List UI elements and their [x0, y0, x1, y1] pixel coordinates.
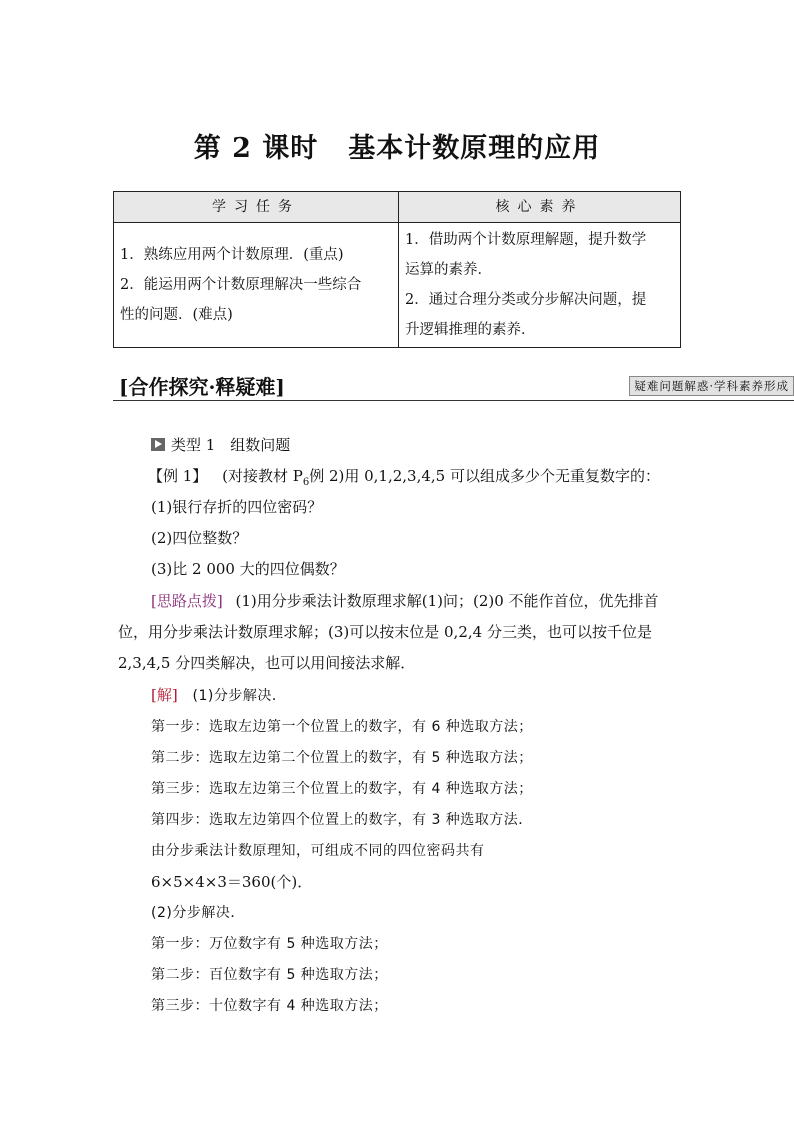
literacy-item: 运算的素养． [405, 262, 492, 278]
solution-conclusion: 由分步乘法计数原理知，可组成不同的四位密码共有 [151, 843, 485, 859]
task-item: 2．能运用两个计数原理解决一些综合 [120, 277, 362, 293]
task-item: 性的问题．(难点) [120, 307, 233, 323]
question-2: (2)四位整数？ [151, 529, 248, 547]
learning-goals-table [113, 191, 681, 348]
core-literacy-cell [399, 223, 681, 348]
section-tag: 疑难问题解惑·学科素养形成 [629, 376, 794, 396]
solution-step: 第二步：百位数字有 5 种选取方法； [151, 967, 388, 983]
lesson-number: 第 2 课时 [193, 133, 319, 164]
header-learning-tasks: 学习任务 [114, 192, 399, 223]
hint-line-1 [151, 590, 659, 611]
question-1: (1)银行存折的四位密码？ [151, 498, 323, 516]
header-core-literacy: 核心素养 [399, 192, 681, 223]
section-header [113, 370, 794, 401]
hint-line-3: 2,3,4,5 分四类解决，也可以用间接法求解． [118, 654, 416, 672]
literacy-item: 1．借助两个计数原理解题，提升数学 [405, 232, 647, 248]
literacy-item: 升逻辑推理的素养． [405, 322, 536, 338]
lesson-title [0, 126, 794, 165]
solution-text-1: (1)分步解决． [192, 688, 287, 704]
task-item: 1．熟练应用两个计数原理．(重点) [120, 247, 344, 263]
solution-result: 6×5×4×3＝360(个)． [151, 873, 313, 891]
hint-text-1: (1)用分步乘法计数原理求解(1)问；(2)0 不能作首位，优先排首 [235, 592, 659, 610]
hint-label: [思路点拨] [151, 592, 223, 610]
solution-step: 第一步：选取左边第一个位置上的数字，有 6 种选取方法； [151, 719, 533, 735]
solution-step: 第三步：选取左边第三个位置上的数字，有 4 种选取方法； [151, 781, 533, 797]
literacy-item: 2．通过合理分类或分步解决问题，提 [405, 292, 647, 308]
question-3: (3)比 2 000 大的四位偶数？ [151, 560, 345, 578]
example-ref-b: 例 2)用 0,1,2,3,4,5 可以组成多少个无重复数字的： [309, 467, 660, 485]
example-label: 【例 1】 [148, 467, 208, 485]
solution-part-2: (2)分步解决． [151, 905, 245, 921]
solution-step: 第四步：选取左边第四个位置上的数字，有 3 种选取方法． [151, 812, 533, 828]
learning-tasks-cell [114, 223, 399, 348]
lesson-topic: 基本计数原理的应用 [348, 133, 601, 164]
solution-label: [解] [151, 686, 178, 704]
solution-step: 第二步：选取左边第二个位置上的数字，有 5 种选取方法； [151, 750, 533, 766]
type-heading-text: 类型 1 组数问题 [171, 436, 291, 454]
solution-step: 第三步：十位数字有 4 种选取方法； [151, 998, 388, 1014]
example-ref-a: (对接教材 P [222, 467, 303, 485]
play-triangle-icon [151, 438, 165, 451]
example-ref-sub: 6 [302, 477, 310, 488]
solution-step: 第一步：万位数字有 5 种选取方法； [151, 936, 388, 952]
solution-line-1 [151, 684, 286, 705]
example-prompt [148, 465, 660, 488]
section-title: [合作探究·释疑难] [119, 375, 285, 399]
type-heading [151, 434, 290, 455]
hint-line-2: 位，用分步乘法计数原理求解；(3)可以按末位是 0,2,4 分三类，也可以按千位是 [118, 623, 652, 641]
